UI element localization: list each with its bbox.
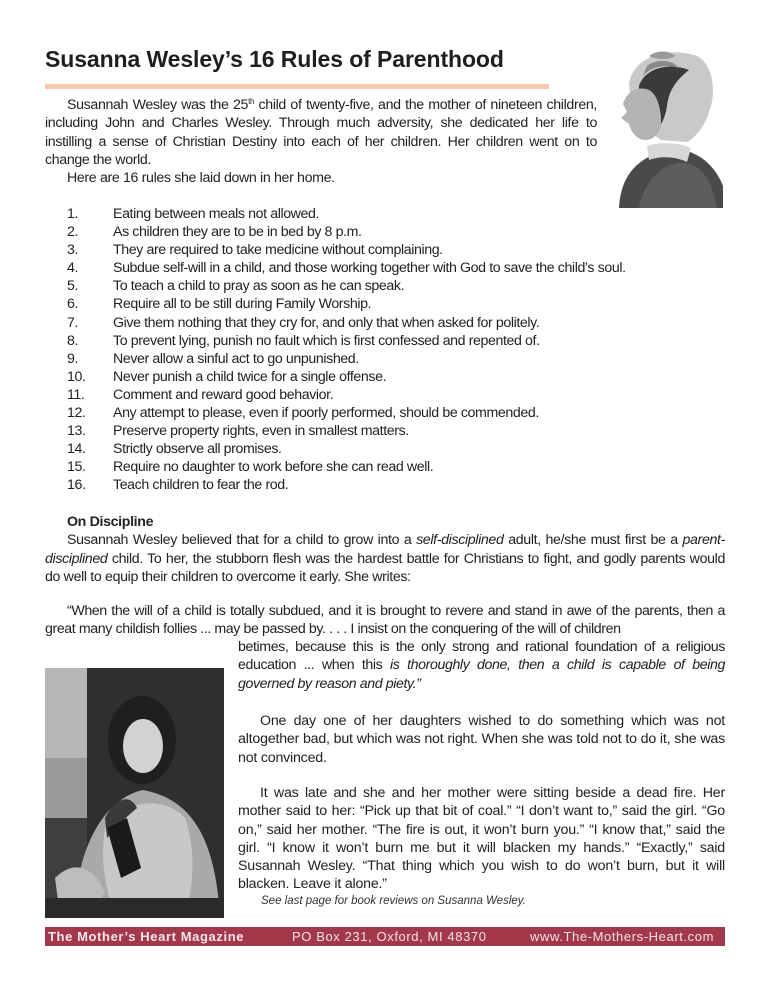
rule-item [67,350,707,368]
rule-item [67,277,707,295]
rule-number: 5. [67,278,79,295]
discipline-text: Susannah Wesley believed that for a child to grow into a [67,532,417,549]
intro-rules-lead: Here are 16 rules she laid down in her home. [67,170,335,187]
discipline-section [45,513,725,586]
quote-part-two [238,638,725,693]
rule-text: Strictly observe all promises. [113,441,282,458]
story-paragraph-one: One day one of her daughters wished to do something which was not altogether bad, but which was not right. When she was told not to do it, she was not convinced. [238,713,725,766]
portrait-seated-image [45,668,224,918]
discipline-text: child. To her, the stubborn flesh was the hardest battle for Christians to fight, and godly parents would do well to equip their children to overcome it early. She writes: [45,550,725,585]
rule-text: Eating between meals not allowed. [113,206,320,222]
rule-text: Never allow a sinful act to go unpunished. [113,350,359,367]
rule-text: Preserve property rights, even in smallest matters. [113,423,409,440]
rule-number: 13. [67,423,86,440]
rule-item [67,368,707,386]
emphasis-self-disciplined: self-disciplined [416,532,504,549]
rule-number: 4. [67,260,79,277]
book-reviews-note: See last page for book reviews on Susanna Wesley. [261,895,526,907]
discipline-heading: On Discipline [67,514,154,530]
rule-number: 9. [67,350,79,367]
rule-text: Any attempt to please, even if poorly performed, should be commended. [113,405,539,422]
rule-number: 16. [67,477,86,494]
rule-number: 12. [67,405,86,422]
rule-text: Give them nothing that they cry for, and only that when asked for politely. [113,314,540,331]
rule-number: 8. [67,332,79,349]
rule-item [67,386,707,404]
rule-text: Subdue self-will in a child, and those working together with God to save the child’s soul. [113,260,626,277]
mailing-address: PO Box 231, Oxford, MI 48370 [292,929,487,944]
rule-text: As children they are to be in bed by 8 p.m. [113,224,362,241]
rule-item [67,223,707,241]
rule-item [67,458,707,476]
portrait-profile-image [609,46,723,208]
rule-text: Never punish a child twice for a single offense. [113,368,387,385]
rule-number: 10. [67,368,86,385]
website-link[interactable]: www.The-Mothers-Heart.com [530,929,715,944]
rule-text: To prevent lying, punish no fault which is first confessed and repented of. [113,332,540,349]
magazine-name: The Mother’s Heart Magazine [48,929,245,944]
intro-paragraph [45,96,597,169]
rule-item [67,422,707,440]
rules-list [67,205,707,495]
rule-item [67,476,707,494]
title-divider [45,84,549,89]
page-title: Susanna Wesley’s 16 Rules of Parenthood [45,46,504,72]
rule-text: Require all to be still during Family Worship. [113,296,372,313]
rule-text: Comment and reward good behavior. [113,386,334,403]
rule-item [67,259,707,277]
rule-item [67,332,707,350]
story-paragraph-two: It was late and she and her mother were sitting beside a dead fire. Her mother said to her: “Pick up that bit of coal.” “I don’t want to,” said the girl. “Go on,” said her mother. “The fire is out, it won’t burn you.” “I know that,” said the girl. “I know it won’t burn me but it will blacken my hands.” “Exactly,” said Susannah Wesley. “That thing which you wish to do won’t burn, but it will blacken. Leave it alone.” [238,785,725,893]
quote-emphasis: is thoroughly done, then a child is capable of being governed by reason and piety.” [238,657,725,692]
intro-text: Susannah Wesley was the 25 [67,97,249,113]
rule-number: 11. [67,386,85,403]
rule-item [67,205,707,223]
rule-number: 7. [67,314,79,331]
quote-part-one: “When the will of a child is totally subdued, and it is brought to revere and stand in awe of the parents, then a great many childish follies ... may be passed by. . . . I insist on the conquering of the will of children [45,603,725,638]
rule-number: 14. [67,441,86,458]
intro-section [45,96,597,187]
rule-text: To teach a child to pray as soon as he can speak. [113,278,405,295]
rule-number: 2. [67,224,79,241]
rule-item [67,295,707,313]
rule-number: 3. [67,242,79,259]
rule-number: 15. [67,459,86,476]
rule-text: They are required to take medicine without complaining. [113,242,443,259]
intro-text-cont: child of twenty-five, and the mother of nineteen children, including John and Charles Wesley. Through much adversity, she dedicated her life to instilling a sense of Christian Destiny into each of her children. Her children went on to change the world. [45,97,597,168]
rule-item [67,404,707,422]
rule-item [67,241,707,259]
discipline-paragraph [45,531,725,586]
rule-number: 1. [67,206,79,222]
ordinal-suffix: th [248,97,255,106]
footer-bar [45,927,725,946]
emphasis-parent-disciplined: parent-disciplined [45,532,725,567]
rule-item [67,440,707,458]
discipline-text: adult, he/she must first be a [503,532,683,549]
quote-text: betimes, because this is the only strong and rational foundation of a religious education ... when this [238,639,725,674]
rule-item [67,314,707,332]
rule-text: Teach children to fear the rod. [113,477,289,494]
rule-text: Require no daughter to work before she can read well. [113,459,434,476]
rule-number: 6. [67,296,79,313]
